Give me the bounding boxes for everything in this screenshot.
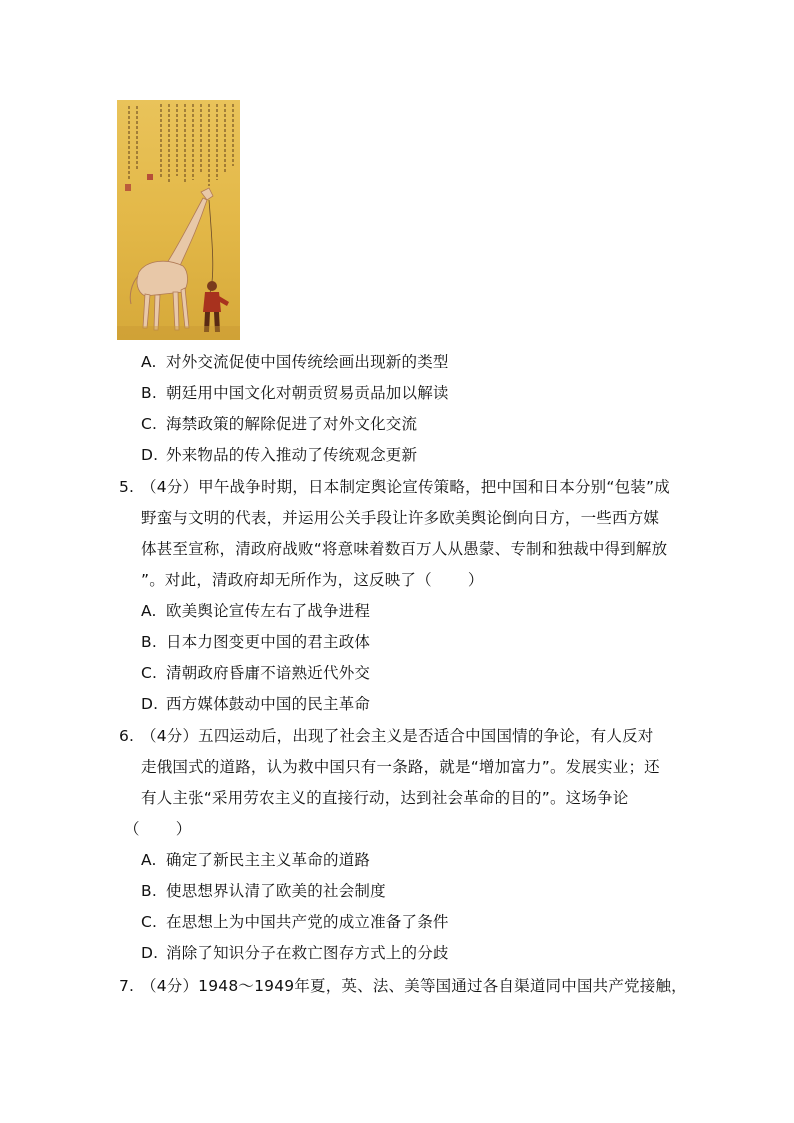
q5-number: 5. — [119, 478, 135, 496]
q4-option-c: C. 海禁政策的解除促进了对外文化交流 — [141, 415, 418, 433]
q6-stem-line-4: （ ） — [124, 820, 192, 838]
q6-option-c: C. 在思想上为中国共产党的成立准备了条件 — [141, 913, 449, 931]
q5-stem-line-3: 体甚至宣称，清政府战败“将意味着数百万人从愚蒙、专制和独裁中得到解放 — [141, 540, 668, 558]
q5-stem-line-4: ”。对此，清政府却无所作为，这反映了（ ） — [141, 571, 484, 589]
q6-stem-line-3: 有人主张“采用劳农主义的直接行动，达到社会革命的目的”。这场争论 — [141, 789, 629, 807]
giraffe-painting — [117, 100, 240, 340]
q6-number: 6. — [119, 727, 135, 745]
giraffe-painting-image — [117, 100, 240, 340]
q5-stem-line-1: 5. （4分）甲午战争时期，日本制定舆论宣传策略，把中国和日本分别“包装”成 — [119, 478, 670, 496]
q5-option-c: C. 清朝政府昏庸不谙熟近代外交 — [141, 664, 371, 682]
q5-option-d: D. 西方媒体鼓动中国的民主革命 — [141, 695, 371, 713]
q6-stem-line-1: 6. （4分）五四运动后，出现了社会主义是否适合中国国情的争论，有人反对 — [119, 727, 654, 745]
q5-stem-line-2: 野蛮与文明的代表，并运用公关手段让许多欧美舆论倒向日方，一些西方媒 — [141, 509, 660, 527]
q5-option-b: B. 日本力图变更中国的君主政体 — [141, 633, 371, 651]
q5-option-a: A. 欧美舆论宣传左右了战争进程 — [141, 602, 371, 620]
q7-number: 7. — [119, 977, 135, 995]
q4-option-a: A. 对外交流促使中国传统绘画出现新的类型 — [141, 353, 449, 371]
q4-option-d: D. 外来物品的传入推动了传统观念更新 — [141, 446, 418, 464]
q7-stem-line-1: 7. （4分）1948～1949年夏，英、法、美等国通过各自渠道同中国共产党接触， — [119, 977, 687, 995]
q6-option-b: B. 使思想界认清了欧美的社会制度 — [141, 882, 386, 900]
q6-stem-line-2: 走俄国式的道路，认为救中国只有一条路，就是“增加富力”。发展实业；还 — [141, 758, 660, 776]
q6-option-a: A. 确定了新民主主义革命的道路 — [141, 851, 371, 869]
q6-option-d: D. 消除了知识分子在救亡图存方式上的分歧 — [141, 944, 449, 962]
q4-option-b: B. 朝廷用中国文化对朝贡贸易贡品加以解读 — [141, 384, 449, 402]
